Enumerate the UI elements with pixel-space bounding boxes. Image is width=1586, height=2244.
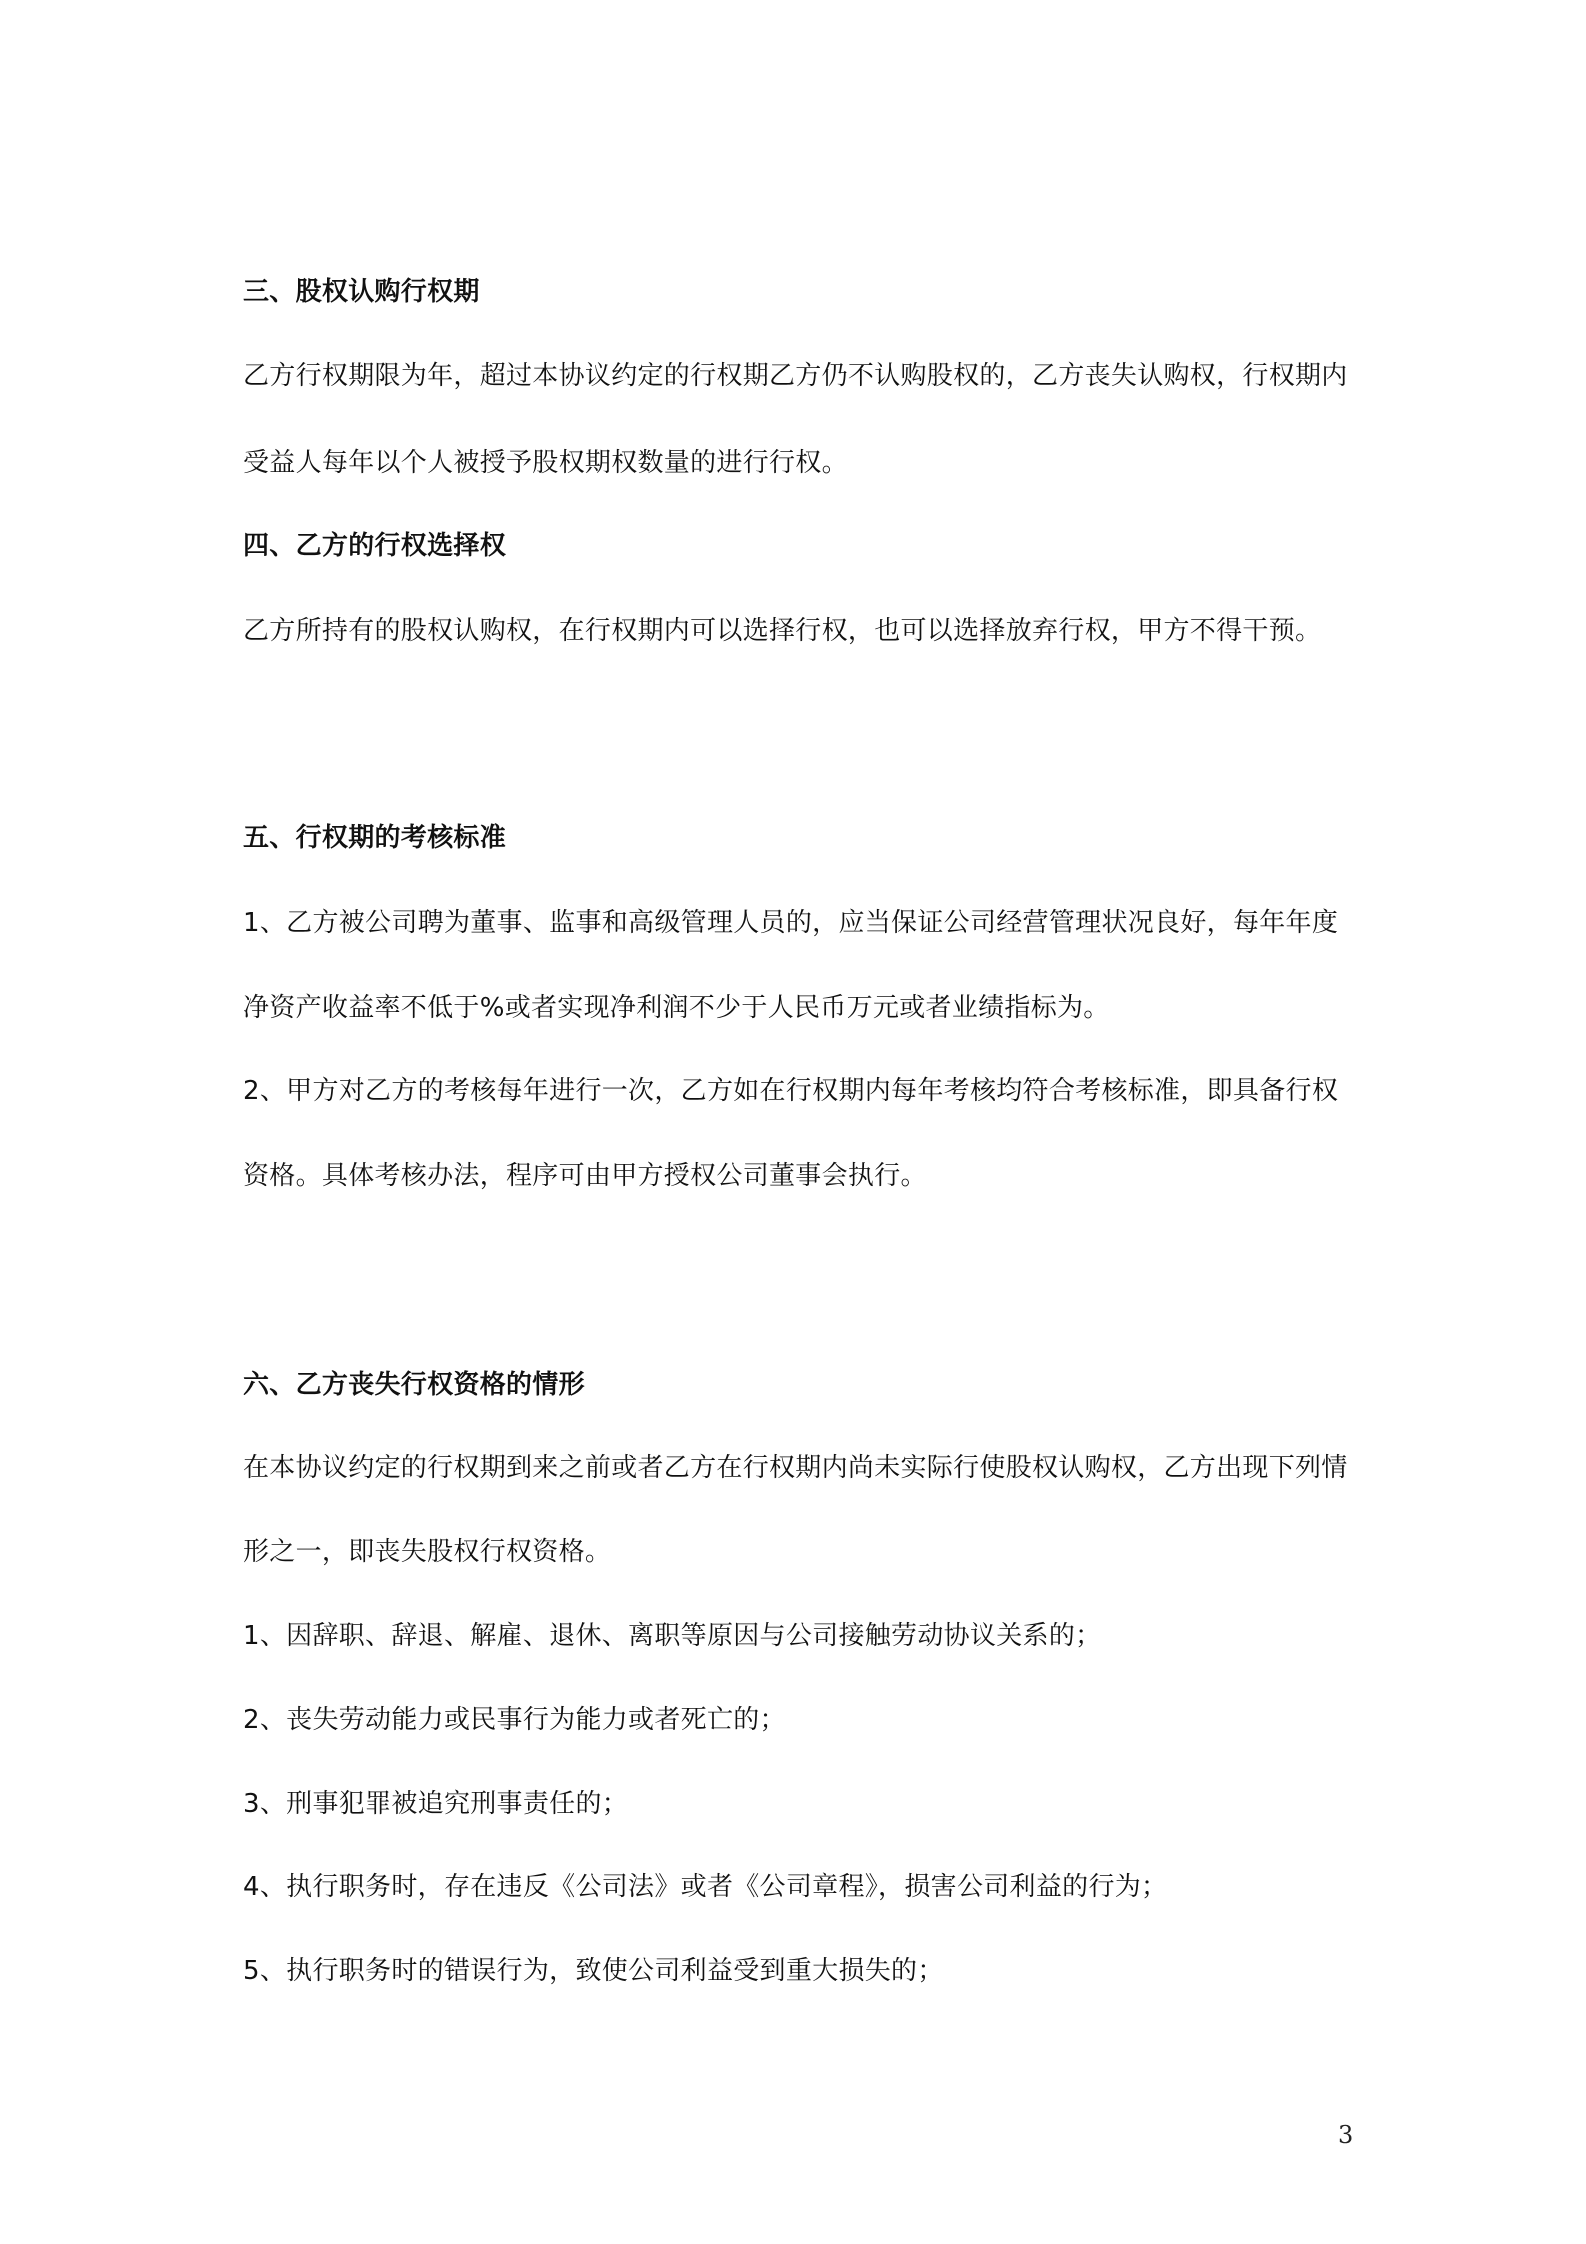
section-5-line-3: 2、甲方对乙方的考核每年进行一次，乙方如在行权期内每年考核均符合考核标准，即具备行权: [243, 1076, 1339, 1106]
section-6-item-4: 4、执行职务时，存在违反《公司法》或者《公司章程》，损害公司利益的行为；: [243, 1872, 1168, 1902]
section-5-line-4: 资格。具体考核办法，程序可由甲方授权公司董事会执行。: [243, 1161, 927, 1191]
section-4-line-1: 乙方所持有的股权认购权，在行权期内可以选择行权，也可以选择放弃行权，甲方不得干预。: [243, 616, 1322, 646]
section-3-heading: 三、股权认购行权期: [243, 277, 480, 307]
section-3-line-1: 乙方行权期限为年，超过本协议约定的行权期乙方仍不认购股权的，乙方丧失认购权，行权期内: [243, 361, 1348, 391]
section-6-line-2: 形之一，即丧失股权行权资格。: [243, 1537, 612, 1567]
section-5-heading: 五、行权期的考核标准: [243, 823, 507, 853]
section-6-heading: 六、乙方丧失行权资格的情形: [243, 1370, 585, 1400]
section-6-item-5: 5、执行职务时的错误行为，致使公司利益受到重大损失的；: [243, 1956, 944, 1986]
page-number: 3: [1338, 2121, 1354, 2149]
section-6-line-1: 在本协议约定的行权期到来之前或者乙方在行权期内尚未实际行使股权认购权，乙方出现下列情: [243, 1453, 1348, 1483]
section-6-item-1: 1、因辞职、辞退、解雇、退休、离职等原因与公司接触劳动协议关系的；: [243, 1621, 1102, 1651]
section-3-line-2: 受益人每年以个人被授予股权期权数量的进行行权。: [243, 448, 848, 478]
section-5-line-1: 1、乙方被公司聘为董事、监事和高级管理人员的，应当保证公司经营管理状况良好，每年年度: [243, 908, 1339, 938]
section-6-item-2: 2、丧失劳动能力或民事行为能力或者死亡的；: [243, 1705, 786, 1735]
section-4-heading: 四、乙方的行权选择权: [243, 531, 507, 561]
section-6-item-3: 3、刑事犯罪被追究刑事责任的；: [243, 1789, 629, 1819]
section-5-line-2: 净资产收益率不低于%或者实现净利润不少于人民币万元或者业绩指标为。: [243, 993, 1110, 1023]
